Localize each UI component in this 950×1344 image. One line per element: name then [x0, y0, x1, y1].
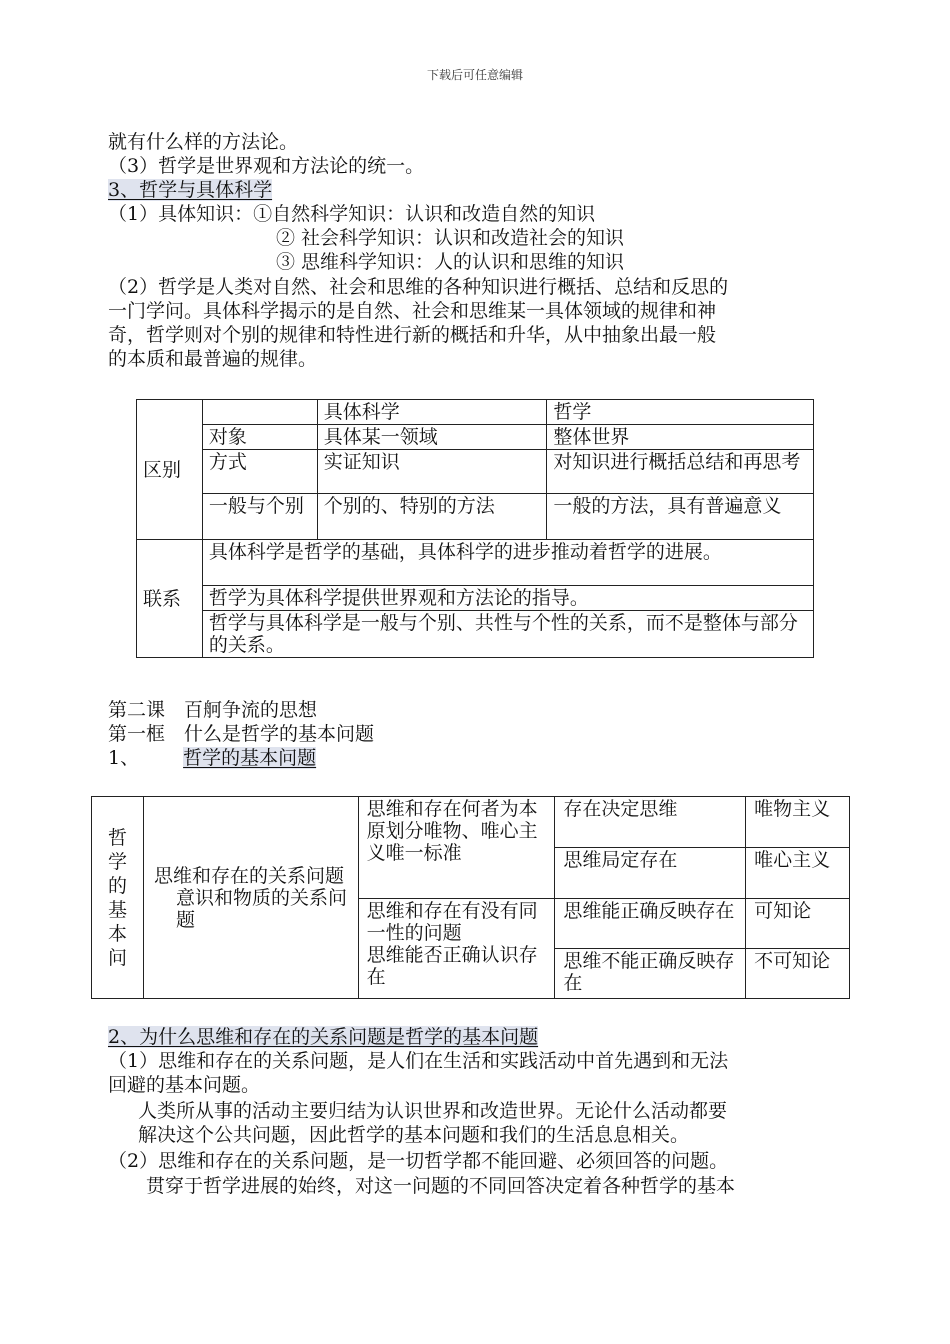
link-row-1: 具体科学是哲学的基础，具体科学的进步推动着哲学的进展。	[202, 540, 813, 586]
knowledge-line-3: ③ 思维科学知识：人的认识和思维的知识	[276, 251, 625, 273]
answer-can-reflect: 思维能正确反映存在	[555, 899, 746, 949]
col-header-science: 具体科学	[317, 400, 547, 425]
section2-p1-line4: 解决这个公共问题，因此哲学的基本问题和我们的生活息息相关。	[138, 1124, 690, 1146]
question-identity-1: 思维和存在有没有同一性的问题	[366, 900, 538, 944]
science-object: 具体某一领域	[317, 425, 547, 450]
basic-question-table	[91, 796, 850, 999]
table1-empty-header	[202, 400, 317, 425]
section3-para-1: （2）哲学是人类对自然、社会和思维的各种知识进行概括、总结和反思的	[108, 276, 729, 298]
lesson2-item1	[108, 746, 316, 770]
vertical-label-cell	[92, 797, 144, 999]
aspect-object: 对象	[202, 425, 317, 450]
science-general-individual: 个别的、特别的方法	[317, 494, 547, 540]
section2-p2-line2: 贯穿于哲学进展的始终，对这一问题的不同回答决定着各种哲学的基本	[146, 1175, 736, 1197]
section3-para-3: 奇，哲学则对个别的规律和特性进行新的概括和升华，从中抽象出最一般	[108, 324, 717, 346]
section2-heading	[108, 1025, 538, 1049]
answer-cannot-reflect: 思维不能正确反映存在	[555, 949, 746, 999]
aspect-general-individual: 一般与个别	[202, 494, 317, 540]
page-header-note: 下载后可任意编辑	[426, 68, 523, 82]
link-row-2: 哲学为具体科学提供世界观和方法论的指导。	[202, 586, 813, 611]
section2-p1-line2: 回避的基本问题。	[108, 1074, 261, 1096]
answer-thinking-determines: 思维局定存在	[555, 848, 746, 899]
philosophy-method: 对知识进行概括总结和再思考	[547, 450, 814, 494]
section3-heading-text: 3、哲学与具体科学	[108, 179, 273, 201]
section3-para-2: 一门学问。具体科学揭示的是自然、社会和思维某一具体领域的规律和神	[108, 300, 717, 322]
answer-existence-determines: 存在决定思维	[555, 797, 746, 848]
section2-p1-line3: 人类所从事的活动主要归结为认识世界和改造世界。无论什么活动都要	[138, 1100, 728, 1122]
school-knowable: 可知论	[746, 899, 850, 949]
philosophy-general-individual: 一般的方法，具有普遍意义	[547, 494, 814, 540]
section3-heading	[108, 178, 272, 202]
section2-heading-text: 2、为什么思维和存在的关系问题是哲学的基本问题	[108, 1026, 539, 1048]
school-agnostic: 不可知论	[746, 949, 850, 999]
section2-p2-line1: （2）思维和存在的关系问题，是一切哲学都不能回避、必须回答的问题。	[108, 1150, 729, 1172]
section3-para-4: 的本质和最普遍的规律。	[108, 348, 318, 370]
intro-line-2: （3）哲学是世界观和方法论的统一。	[108, 155, 425, 177]
knowledge-line-1: （1）具体知识：①自然科学知识：认识和改造自然的知识	[108, 203, 596, 225]
col-header-philosophy: 哲学	[547, 400, 814, 425]
relation-text-2: 意识和物质的关系问题	[175, 886, 347, 931]
knowledge-line-2: ② 社会科学知识：认识和改造社会的知识	[276, 227, 625, 249]
link-label: 联系	[137, 540, 203, 658]
science-philosophy-table	[136, 399, 814, 658]
intro-line-1: 就有什么样的方法论。	[108, 131, 299, 153]
item1-heading: 哲学的基本问题	[183, 747, 317, 769]
relation-cell	[143, 797, 358, 999]
relation-text-1: 思维和存在的关系问题	[153, 864, 344, 887]
question-identity-2: 思维能否正确认识存在	[366, 944, 538, 988]
school-materialism: 唯物主义	[746, 797, 850, 848]
vertical-label: 哲学的基本问	[107, 826, 127, 969]
philosophy-object: 整体世界	[547, 425, 814, 450]
item1-number: 1、	[108, 747, 140, 769]
aspect-method: 方式	[202, 450, 317, 494]
question-origin: 思维和存在何者为本原划分唯物、唯心主义唯一标准	[358, 797, 555, 899]
link-row-3: 哲学与具体科学是一般与个别、共性与个性的关系，而不是整体与部分的关系。	[202, 611, 813, 658]
lesson2-frame: 第一框 什么是哲学的基本问题	[108, 723, 375, 745]
science-method: 实证知识	[317, 450, 547, 494]
diff-label: 区别	[137, 400, 203, 540]
school-idealism: 唯心主义	[746, 848, 850, 899]
section2-p1-line1: （1）思维和存在的关系问题，是人们在生活和实践活动中首先遇到和无法	[108, 1050, 729, 1072]
lesson2-title: 第二课 百舸争流的思想	[108, 699, 318, 721]
question-identity	[358, 899, 555, 999]
